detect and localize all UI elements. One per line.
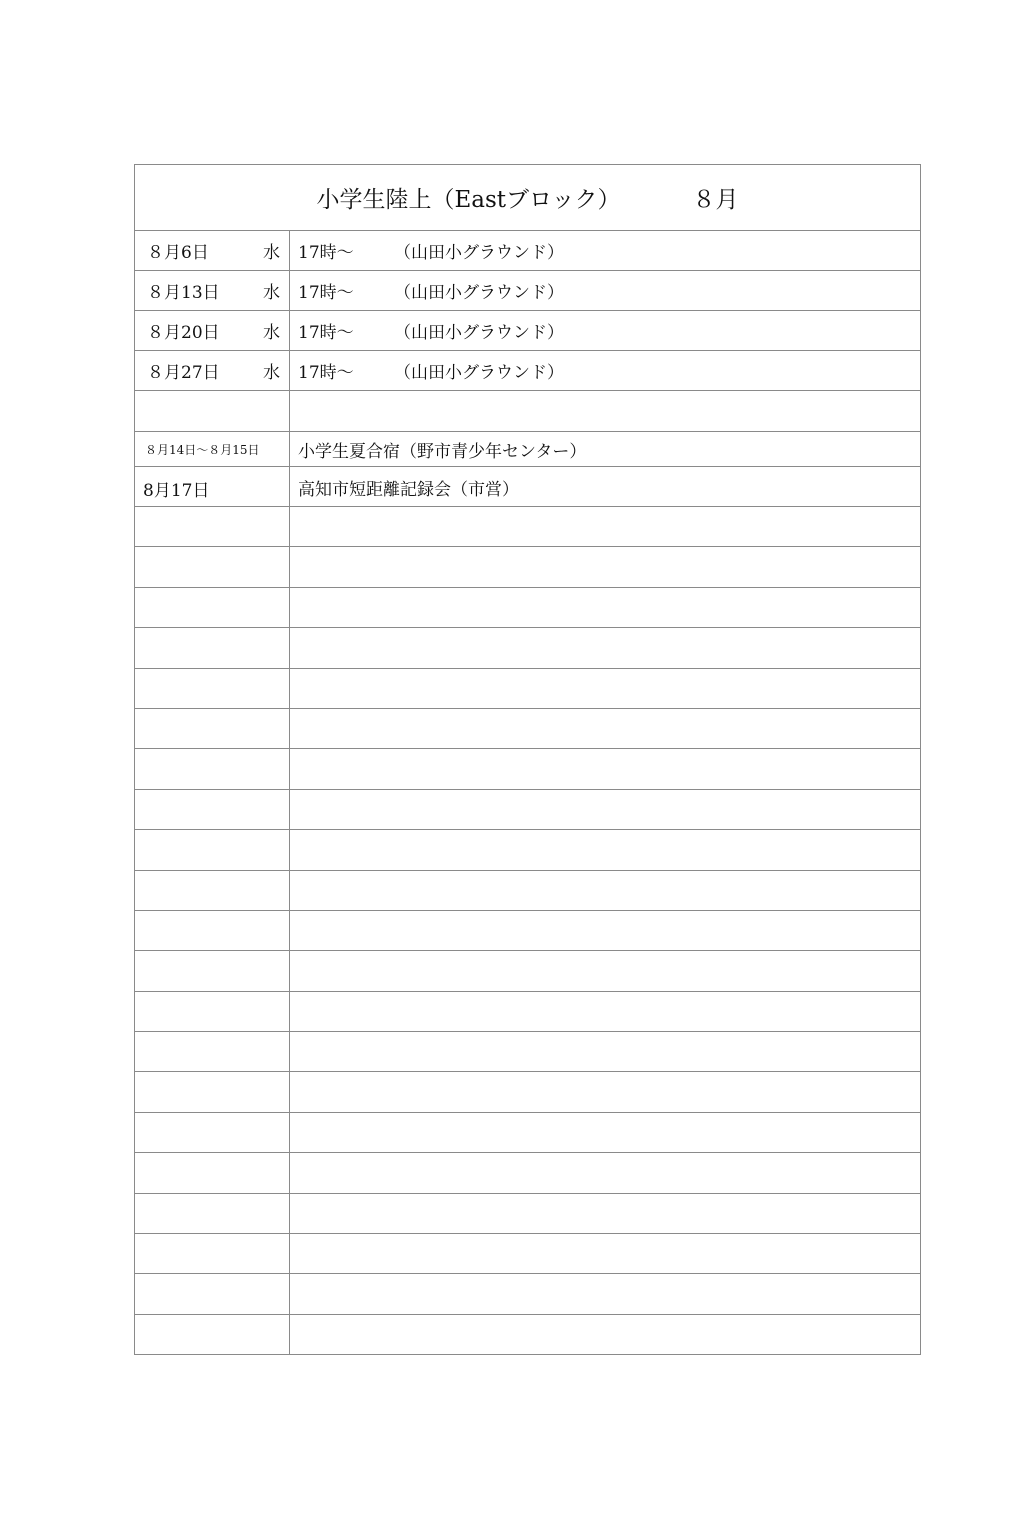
month-label: ８月 [692,187,739,213]
empty-row [135,1314,921,1354]
event-row [135,467,921,507]
event-title: 高知市短距離記録会（市営） [298,480,519,500]
empty-cell [290,668,921,708]
empty-row [135,708,921,748]
empty-cell [135,668,290,708]
empty-cell [135,628,290,668]
practice-time: 17時〜 [298,243,354,263]
empty-cell [135,1072,290,1112]
empty-cell [135,1153,290,1193]
date-cell [135,231,290,271]
practice-weekday: 水 [263,323,280,343]
empty-row [135,910,921,950]
empty-row [135,1072,921,1112]
empty-row [135,1032,921,1072]
practice-time: 17時〜 [298,283,354,303]
empty-cell [290,830,921,870]
date-cell [135,311,290,351]
empty-row [135,668,921,708]
detail-cell [290,351,921,391]
empty-row [135,547,921,587]
practice-date: ８月20日 [147,323,220,343]
event-date-cell [135,467,290,507]
empty-cell [135,830,290,870]
practice-weekday: 水 [263,283,280,303]
empty-row [135,870,921,910]
practice-place: （山田小グラウンド） [394,323,564,343]
empty-cell [290,1112,921,1152]
empty-cell [290,1072,921,1112]
empty-cell [135,1274,290,1314]
empty-cell [290,1274,921,1314]
empty-cell [135,991,290,1031]
schedule-sheet [134,164,920,1355]
empty-cell [135,1112,290,1152]
empty-row [135,789,921,829]
event-title-cell [290,467,921,507]
event-title: 小学生夏合宿（野市青少年センター） [298,441,587,462]
practice-weekday: 水 [263,363,280,383]
empty-cell [135,870,290,910]
practice-place: （山田小グラウンド） [394,283,564,303]
event-date: 8月17日 [143,481,210,501]
practice-date: ８月27日 [147,363,220,383]
empty-cell [135,749,290,789]
empty-cell [290,1032,921,1072]
empty-cell [290,870,921,910]
empty-cell [135,1193,290,1233]
practice-place: （山田小グラウンド） [394,243,564,263]
event-date: ８月14日〜８月15日 [145,442,260,457]
practice-weekday: 水 [263,243,280,263]
event-title-cell [290,432,921,467]
empty-row [135,749,921,789]
empty-cell [135,587,290,627]
table-row [135,311,921,351]
table-row [135,351,921,391]
empty-row [135,1234,921,1274]
empty-cell [290,547,921,587]
practice-date: ８月6日 [147,243,209,263]
empty-cell [135,1032,290,1072]
blank-row [135,391,921,432]
empty-cell [135,910,290,950]
event-row [135,432,921,467]
empty-cell [290,708,921,748]
empty-cell [135,1234,290,1274]
empty-row [135,1153,921,1193]
detail-cell [290,311,921,351]
practice-date: ８月13日 [147,283,220,303]
event-date-cell [135,432,290,467]
page-title: 小学生陸上（Eastブロック） [316,187,621,213]
empty-cell [290,1314,921,1354]
empty-cell [290,391,921,432]
practice-time: 17時〜 [298,323,354,343]
empty-row [135,991,921,1031]
practice-place: （山田小グラウンド） [394,363,564,383]
empty-cell [290,951,921,991]
table-row [135,231,921,271]
date-cell [135,351,290,391]
empty-cell [290,789,921,829]
empty-cell [135,951,290,991]
empty-row [135,830,921,870]
empty-row [135,1274,921,1314]
empty-cell [290,1153,921,1193]
empty-row [135,587,921,627]
empty-cell [135,391,290,432]
empty-cell [290,587,921,627]
empty-cell [135,789,290,829]
practice-time: 17時〜 [298,363,354,383]
empty-cell [135,507,290,547]
empty-row [135,1193,921,1233]
empty-cell [135,708,290,748]
empty-cell [290,910,921,950]
empty-cell [290,749,921,789]
empty-rows [135,507,921,1355]
schedule-table [134,164,921,1355]
empty-cell [290,1193,921,1233]
empty-row [135,628,921,668]
detail-cell [290,231,921,271]
empty-cell [290,1234,921,1274]
date-cell [135,271,290,311]
empty-row [135,507,921,547]
empty-cell [290,628,921,668]
detail-cell [290,271,921,311]
empty-row [135,1112,921,1152]
empty-cell [135,1314,290,1354]
empty-row [135,951,921,991]
title-row [135,165,921,231]
empty-cell [135,547,290,587]
empty-cell [290,507,921,547]
empty-cell [290,991,921,1031]
title-cell [135,165,921,231]
table-row [135,271,921,311]
